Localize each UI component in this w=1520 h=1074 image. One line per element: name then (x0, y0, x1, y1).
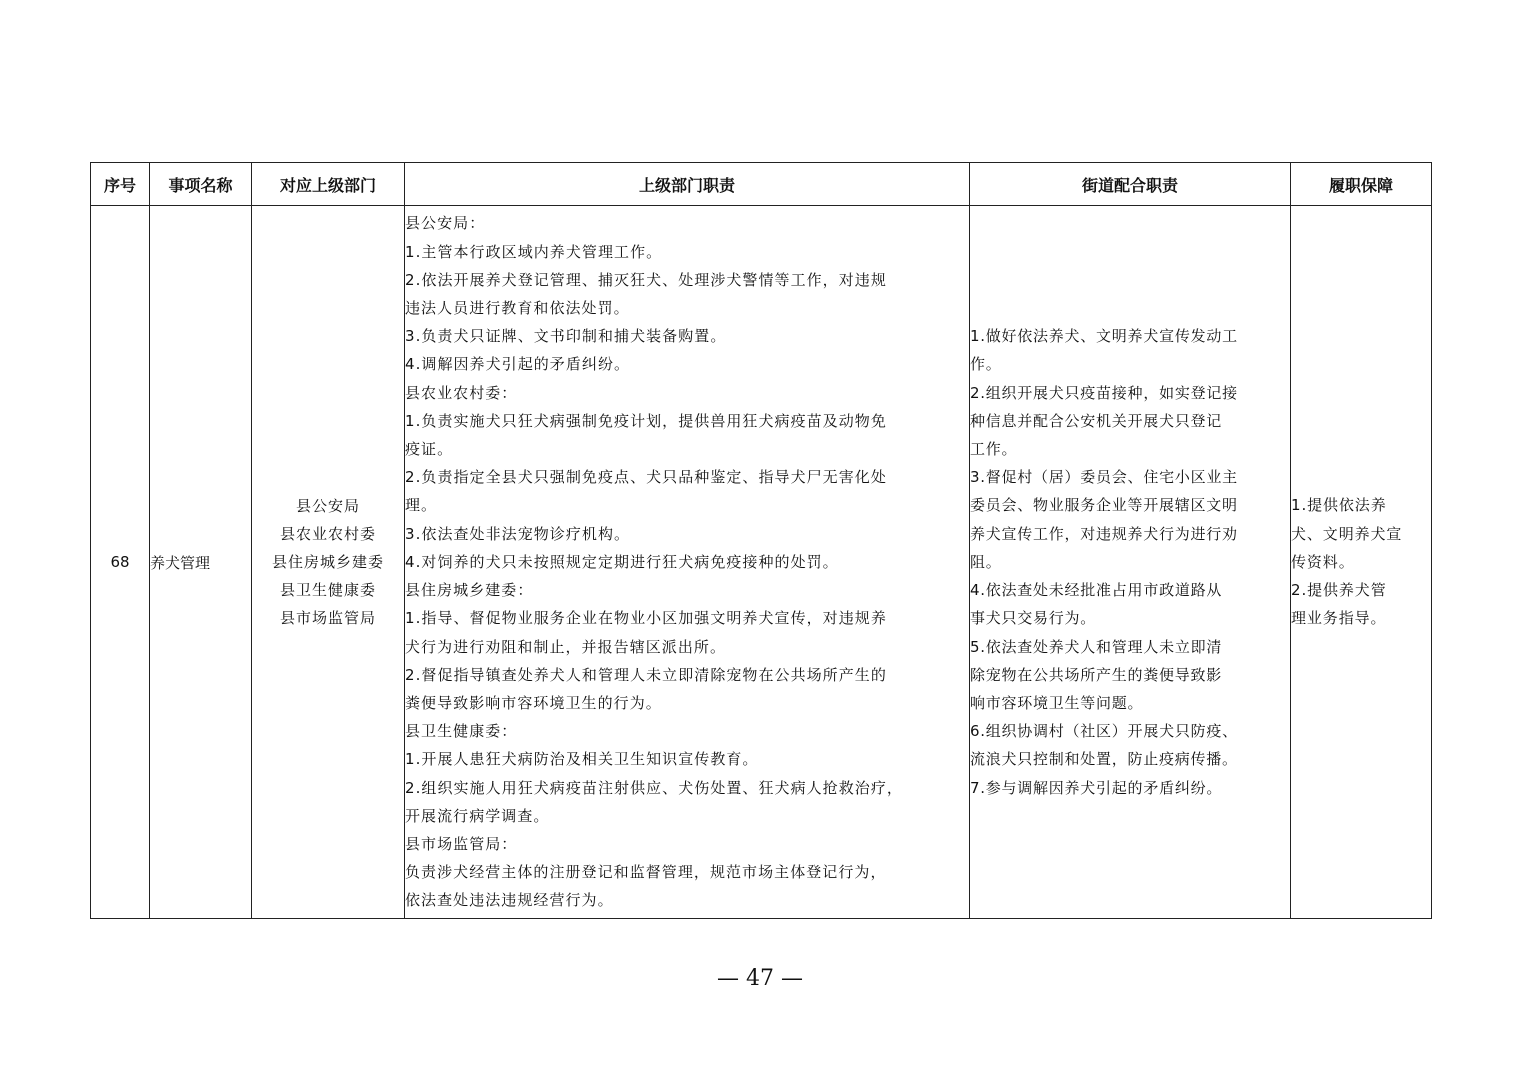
cell-street-duties (970, 206, 1291, 919)
guarantee-line: 1.提供依法养 (1291, 496, 1387, 515)
header-guarantee: 履职保障 (1291, 163, 1432, 206)
upper-duty-line: 4.对饲养的犬只未按照规定定期进行狂犬病免疫接种的处罚。 (405, 552, 839, 571)
street-duty-line: 委员会、物业服务企业等开展辖区文明 (970, 496, 1238, 515)
street-duty-line: 响市容环境卫生等问题。 (970, 693, 1144, 712)
upper-duty-line: 2.组织实施人用狂犬病疫苗注射供应、犬伤处置、狂犬病人抢救治疗， (405, 778, 903, 797)
upper-duty-line: 开展流行病学调查。 (405, 806, 550, 825)
guarantee-line: 2.提供养犬管 (1291, 581, 1387, 600)
street-duty-line: 作。 (970, 355, 1002, 374)
department-line: 县农业农村委 (279, 525, 376, 543)
upper-duty-line: 违法人员进行教育和依法处罚。 (405, 299, 630, 318)
street-duty-line: 事犬只交易行为。 (970, 609, 1097, 628)
upper-duty-line: 犬行为进行劝阻和制止，并报告辖区派出所。 (405, 637, 727, 656)
upper-duty-line: 2.依法开展养犬登记管理、捕灭狂犬、处理涉犬警情等工作，对违规 (405, 270, 887, 289)
street-duty-line: 2.组织开展犬只疫苗接种，如实登记接 (970, 383, 1238, 402)
upper-duty-line: 疫证。 (405, 440, 454, 459)
header-street-duties: 街道配合职责 (970, 163, 1291, 206)
cell-departments (252, 206, 405, 919)
header-item-name: 事项名称 (150, 163, 252, 206)
upper-duty-line: 县住房城乡建委： (405, 581, 534, 600)
upper-duty-line: 县市场监管局： (405, 834, 518, 853)
page-number: — 47 — (717, 966, 803, 991)
header-department: 对应上级部门 (252, 163, 405, 206)
cell-seq: 68 (91, 206, 150, 919)
street-duty-line: 工作。 (970, 440, 1018, 459)
street-duty-line: 1.做好依法养犬、文明养犬宣传发动工 (970, 327, 1238, 346)
department-line: 县住房城乡建委 (271, 553, 384, 571)
street-duty-line: 7.参与调解因养犬引起的矛盾纠纷。 (970, 778, 1223, 797)
guarantee-line: 理业务指导。 (1291, 609, 1387, 628)
department-line: 县卫生健康委 (279, 581, 376, 599)
upper-duty-line: 理。 (405, 496, 438, 515)
upper-duty-line: 粪便导致影响市容环境卫生的行为。 (405, 693, 662, 712)
upper-duty-line: 依法查处违法违规经营行为。 (405, 891, 614, 910)
upper-duty-line: 1.主管本行政区域内养犬管理工作。 (405, 242, 663, 261)
street-duty-line: 种信息并配合公安机关开展犬只登记 (970, 411, 1223, 430)
street-duty-line: 3.督促村（居）委员会、住宅小区业主 (970, 468, 1238, 487)
upper-duty-line: 2.督促指导镇查处养犬人和管理人未立即清除宠物在公共场所产生的 (405, 665, 887, 684)
table-row (91, 206, 1432, 919)
upper-duty-line: 3.负责犬只证牌、文书印制和捕犬装备购置。 (405, 327, 727, 346)
street-duty-line: 5.依法查处养犬人和管理人未立即清 (970, 637, 1223, 656)
street-duty-line: 4.依法查处未经批准占用市政道路从 (970, 581, 1223, 600)
duty-table (90, 162, 1432, 919)
department-line: 县公安局 (295, 497, 360, 515)
upper-duty-line: 1.指导、督促物业服务企业在物业小区加强文明养犬宣传，对违规养 (405, 609, 887, 628)
upper-duty-line: 1.开展人患狂犬病防治及相关卫生知识宣传教育。 (405, 750, 759, 769)
upper-duty-line: 3.依法查处非法宠物诊疗机构。 (405, 524, 631, 543)
cell-upper-duties (405, 206, 970, 919)
header-seq: 序号 (91, 163, 150, 206)
table-header-row (91, 163, 1432, 206)
upper-duty-line: 县卫生健康委： (405, 722, 518, 741)
street-duty-line: 养犬宣传工作，对违规养犬行为进行劝 (970, 524, 1238, 543)
upper-duty-line: 2.负责指定全县犬只强制免疫点、犬只品种鉴定、指导犬尸无害化处 (405, 468, 887, 487)
upper-duty-line: 1.负责实施犬只狂犬病强制免疫计划，提供兽用狂犬病疫苗及动物免 (405, 411, 887, 430)
department-line: 县市场监管局 (279, 609, 376, 627)
guarantee-line: 犬、文明养犬宣 (1291, 524, 1403, 543)
upper-duty-line: 县公安局： (405, 214, 486, 233)
street-duty-line: 流浪犬只控制和处置，防止疫病传播。 (970, 750, 1238, 769)
upper-duty-line: 县农业农村委： (405, 383, 518, 402)
street-duty-line: 阻。 (970, 552, 1002, 571)
upper-duty-line: 负责涉犬经营主体的注册登记和监督管理，规范市场主体登记行为， (405, 863, 887, 882)
guarantee-line: 传资料。 (1291, 552, 1355, 571)
street-duty-line: 6.组织协调村（社区）开展犬只防疫、 (970, 722, 1238, 741)
street-duty-line: 除宠物在公共场所产生的粪便导致影 (970, 665, 1223, 684)
cell-item-name: 养犬管理 (150, 206, 252, 919)
upper-duty-line: 4.调解因养犬引起的矛盾纠纷。 (405, 355, 631, 374)
header-upper-duties: 上级部门职责 (405, 163, 970, 206)
cell-guarantee (1291, 206, 1432, 919)
